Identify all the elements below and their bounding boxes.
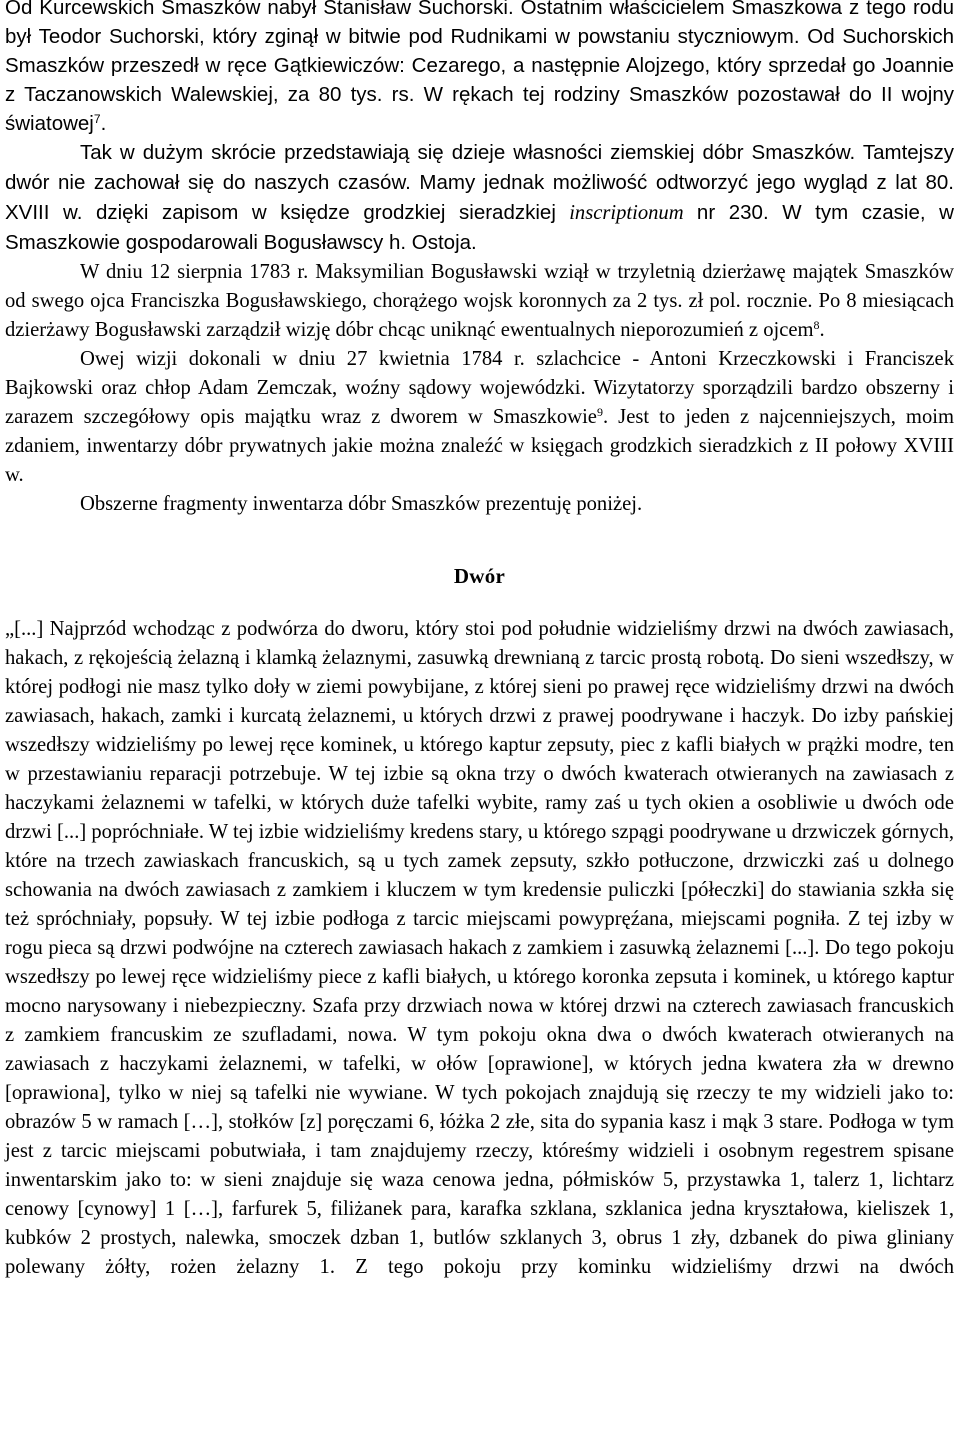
paragraph-inspection <box>5 345 954 490</box>
paragraph-text: W dniu 12 sierpnia 1783 r. Maksymilian Bogusławski wziął w trzyletnią dzierżawę majątek Smaszków od swego ojca Franciszka Bogusławskiego, chorążego wojsk koronnych za 2 tys. zł pol. rocznie. Po 8 miesiącach dzierżawy Bogusławski zarządził wizję dóbr chcąc uniknąć ewentualnych nieporozumień z ojcem <box>5 261 954 341</box>
paragraph-text-end: . Jest to jeden z najcenniejszych, moim zdaniem, inwentarzy dóbr prywatnych jakie można znaleźć w księgach grodzkich sieradzkich z II połowy XVIII w. <box>5 406 954 486</box>
section-heading-wrap <box>5 562 954 593</box>
footnote-ref-9[interactable]: 9 <box>596 405 603 419</box>
paragraph-text: Obszerne fragmenty inwentarza dóbr Smaszków prezentuję poniżej. <box>80 493 643 515</box>
paragraph-manor-records <box>5 138 954 258</box>
document-page <box>5 0 954 1282</box>
footnote-ref-8[interactable]: 8 <box>813 318 820 332</box>
quote-text: „[...] Najprzód wchodząc z podwórza do dworu, który stoi pod południe widzieliśmy drzwi na dwóch zawiasach, hakach, z rękojeścią żelazną i klamką żelaznymi, zasuwką drewnianą z tarcic prostą robotą. Do sieni wszedłszy, w której podłogi nie masz tylko doły w ziemi powybijane, z której sieni po prawej ręce widzieliśmy drzwi na dwóch zawiasach, hakach, zamki i kurcatą żelaznemi, u których drzwi z prawej poodrywane i haczyk. Do izby pańskiej wszedłszy widzieliśmy po lewej ręce kominek, u którego kaptur zepsuty, piec z kafli białych w prążki modre, ten w przestawianiu reparacji potrzebuje. W tej izbie są okna trzy o dwóch kwaterach otwieranych na zawiasach z haczykami żelaznemi w tafelki, w których duże tafelki wybite, ramy zaś u tych okien a osobliwie u dwóch ode drzwi [...] popróchniałe. W tej izbie widzieliśmy kredens stary, u którego szpągi poodrywane u drzwiczek górnych, które na trzech zawiaskach francuskich, są u tych zamek zepsuty, szkło potłuczone, drzwiczki zaś u dolnego schowania na dwóch zawiasach z zamkiem i kluczem w tym kredensie puliczki [półeczki] do stawiania szkła się też spróchniały, popsuły. W tej izbie podłoga z tarcic miejscami powypręźana, miejscami pogniła. Z tej izby w rogu pieca są drzwi podwójne na czterech zawiasach hakach z zamkiem i zasuwką żelaznemi [...]. Do tego pokoju wszedłszy po lewej ręce widzieliśmy piece z kafli białych, u którego koronka zepsuta i kominek, u którego kaptur mocno narysowany i niebezpieczny. Szafa przy drzwiach nowa w której drzwi na czterech zawiasach francuskich z zamkiem francuskim ze szufladami, nowa. W tym pokoju okna dwa o dwóch kwaterach otwieranych na zawiasach z haczykami żelaznemi, w tafelki, w ołów [oprawione], w których jedna kwatera zła w drewno [oprawiona], tylko w niej są tafelki nie wywiane. W tych pokojach znajdują się rzeczy te my widzieli jako to: obrazów 5 w ramach […], stołków [z] poręczami 6, łóżka 2 złe, sita do sypania kasz i mąk 3 stare. Podłoga w tym jest z tarcic miejscami pobutwiała, i tam znajdujemy rzeczy, któreśmy widzieli i osobnym regestrem spisane inwentarskim jako to: w sieni znajduje się waza cenowa jedna, półmisków 5, przystawka 1, talerz 1, lichtarz cenowy [cynowy] 1 […], farfurek 5, filiżanek para, karafka szklana, szklanica jedna kryształowa, kieliszek 1, kubków 2 prostych, nalewka, smoczek dzban 1, butlów szklanych 3, obrus 1 zły, dzbanek do piwa gliniany polewany żółty, rożen żelazny 1. Z tego pokoju przy kominku widzieliśmy drzwi na dwóch <box>5 618 954 1278</box>
paragraph-text: Tak w dużym skrócie przedstawiają się dzieje własności ziemskiej dóbr Smaszków. Tamtejszy dwór nie zachował się do naszych czasów. Mamy jednak możliwość odtworzyć jego wygląd z lat 80. XVIII w. dzięki zapisom w księdze grodzkiej sieradzkiej <box>5 141 954 224</box>
paragraph-text-end: . <box>819 319 825 341</box>
section-heading: Dwór <box>453 564 506 588</box>
paragraph-text: Od Kurcewskich Smaszków nabył Stanisław Suchorski. Ostatnim właścicielem Smaszkowa z tego rodu był Teodor Suchorski, który zginął w bitwie pod Rudnikami w powstaniu styczniowym. Od Suchorskich Smaszków przeszedł w ręce Gątkiewiczów: Cezarego, a następnie Alojzego, który sprzedał go Joannie z Taczanowskich Walewskiej, za 80 tys. rs. W rękach tej rodziny Smaszków pozostawał do II wojny światowej <box>5 0 954 135</box>
paragraph-text-end: nr 230. W tym czasie, w Smaszkowie gospodarowali Bogusławscy h. Ostoja. <box>5 201 954 254</box>
inventory-quote <box>5 615 954 1282</box>
paragraph-lease <box>5 258 954 345</box>
paragraph-text-end: . <box>100 112 107 135</box>
italic-term: inscriptionum <box>569 202 684 224</box>
paragraph-intro-fragments <box>5 490 954 519</box>
paragraph-text: Owej wizji dokonali w dniu 27 kwietnia 1784 r. szlachcice - Antoni Krzeczkowski i Franciszek Bajkowski oraz chłop Adam Zemczak, woźny sądowy wojewódzki. Wizytatorzy sporządzili bardzo obszerny i zarazem szczegółowy opis majątku wraz z dworem w Smaszkowie <box>5 348 954 428</box>
footnote-ref-7[interactable]: 7 <box>93 112 101 126</box>
paragraph-ownership-history <box>5 0 954 138</box>
